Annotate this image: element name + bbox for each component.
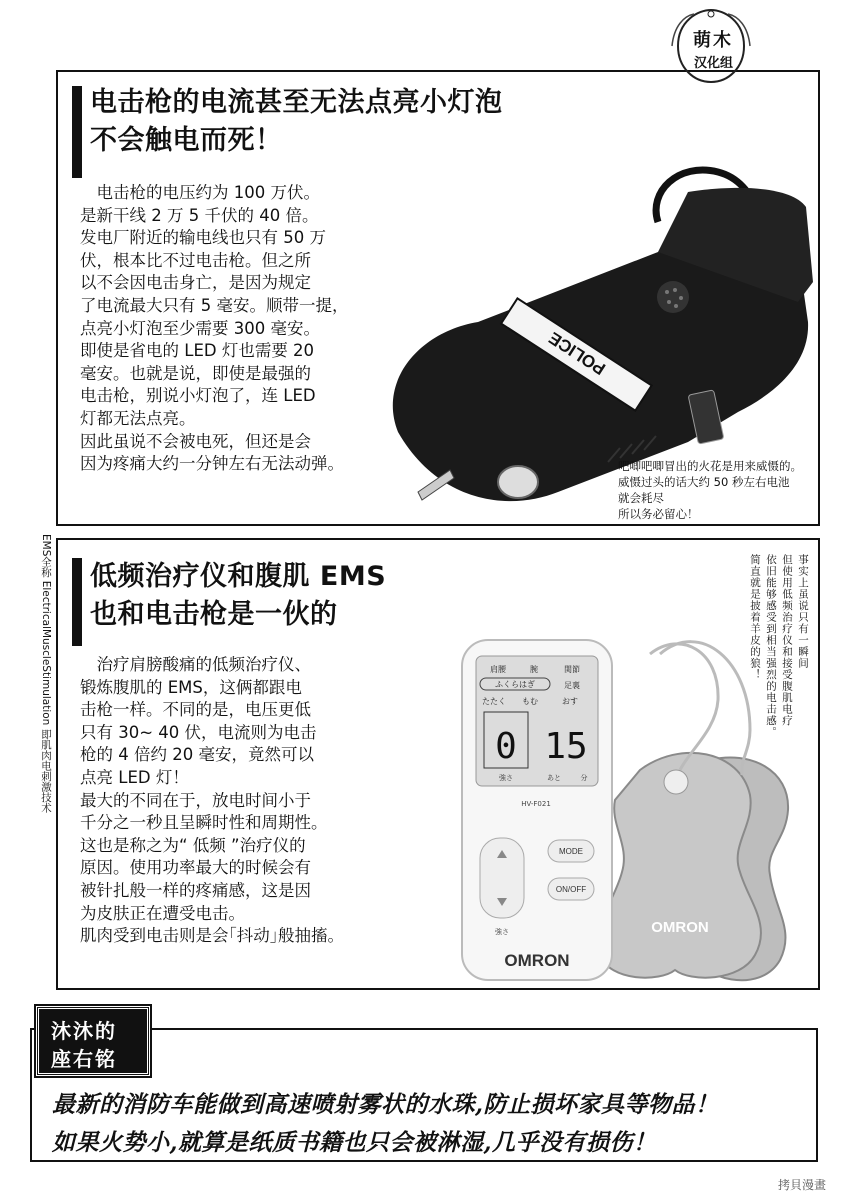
ems-side-note: EMS全称 ElectricalMuscleStimulation 即肌肉电刺激技术 [40, 534, 52, 813]
ems-side-col-2: 但使用低频治疗仪和接受腹肌电疗 [781, 554, 793, 727]
mode-label-tap: たたく [482, 697, 506, 706]
mode-button: MODE [559, 847, 583, 856]
mode-label-shoulder: 肩腰 [490, 665, 506, 674]
ems-side-col-1: 事实上虽说只有一瞬间 [797, 554, 809, 669]
ems-side-col-4: 简直就是披着羊皮的狼！ [749, 554, 761, 681]
mode-label-wrist: 腕 [530, 665, 538, 674]
ems-device-image [450, 610, 810, 990]
onoff-button: ON/OFF [555, 885, 587, 894]
motto-line-2: 如果火势小,就算是纸质书籍也只会被淋湿,几乎没有损伤！ [52, 1129, 657, 1156]
strength-button-label: 強さ [495, 928, 509, 936]
title-accent-bar [72, 86, 82, 178]
mode-label-knead: もむ [522, 697, 538, 706]
mode-label-press: おす [562, 697, 578, 706]
display-minutes-label: 分 [580, 774, 588, 782]
display-remaining-label: あと [547, 774, 561, 782]
stun-gun-panel [56, 70, 820, 526]
strength-digit: 0 [495, 726, 517, 767]
seal-text-main: 萌木 [693, 30, 733, 51]
ems-side-col-3: 依旧能够感受到相当强烈的电击感。 [765, 554, 777, 738]
motto-title-line1: 沐沐的 [51, 1019, 117, 1043]
motto-line-1: 最新的消防车能做到高速喷射雾状的水珠,防止损坏家具等物品！ [52, 1091, 719, 1118]
panel2-title-line2: 也和电击枪是一伙的 [90, 599, 338, 630]
panel1-body: 电击枪的电压约为 100 万伏。 是新干线 2 万 5 千伏的 40 倍。 发电厂附近的输电线也只有 50 万 伏，根本比不过电击枪。但之所 以不会因电击身亡，是因为规定 了电流最大只有 5 毫安。顺带一提， 点亮小灯泡至少需要 300 毫安。 即使是省电的 LED 灯也需要 20 毫安。也就是说，即使是最强的 电击枪，别说小灯泡了，连 LED 灯都无法点亮。 因此虽说不会被电死，但还是会 因为疼痛大约一分钟左右无法动弹。 [80, 183, 349, 474]
motto-title-line2: 座右铭 [51, 1047, 117, 1071]
mode-label-joint: 関節 [564, 665, 580, 674]
panel2-body: 治疗肩膀酸痛的低频治疗仪、 锻炼腹肌的 EMS，这俩都跟电 击枪一样。不同的是，电压更低 只有 30~ 40 伏，电流则为电击 枪的 4 倍约 20 毫安，竟然可以 点亮 LED 灯！ 最大的不同在于，放电时间小于 千分之一秒且呈瞬时性和周期性。 这也是称之为“ 低频 ”治疗仪的 原因。使用功率最大的时候会有 被针扎般一样的疼痛感，这是因 为皮肤正在遭受电击。 肌肉受到电击则是会｢抖动｣般抽搐。 [80, 655, 344, 946]
ems-panel [56, 538, 820, 990]
model-number: HV-F021 [521, 800, 551, 808]
pad-brand-text: OMRON [651, 919, 709, 936]
brand-logo: OMRON [504, 951, 570, 970]
panel1-title-line1: 电击枪的电流甚至无法点亮小灯泡 [90, 87, 503, 118]
title-accent-bar [72, 558, 82, 646]
display-strength-label: 強さ [499, 774, 513, 782]
police-label: POLICE [545, 328, 609, 379]
stun-gun-caption: 吧唧吧唧冒出的火花是用来威慑的。 威慑过头的话大约 50 秒左右电池 就会耗尽 所以务必留心！ [618, 458, 802, 521]
mode-label-sole: 足裏 [564, 681, 580, 690]
mode-label-calf: ふくらはぎ [495, 680, 535, 689]
timer-digits: 15 [544, 726, 588, 767]
panel2-title-line1: 低频治疗仪和腹肌 EMS [90, 561, 387, 592]
seal-text-sub: 汉化组 [694, 56, 734, 71]
site-watermark: 拷貝漫畫 [778, 1178, 827, 1192]
panel1-title-line2: 不会触电而死！ [90, 125, 283, 156]
motto-title-tab [36, 1006, 150, 1076]
